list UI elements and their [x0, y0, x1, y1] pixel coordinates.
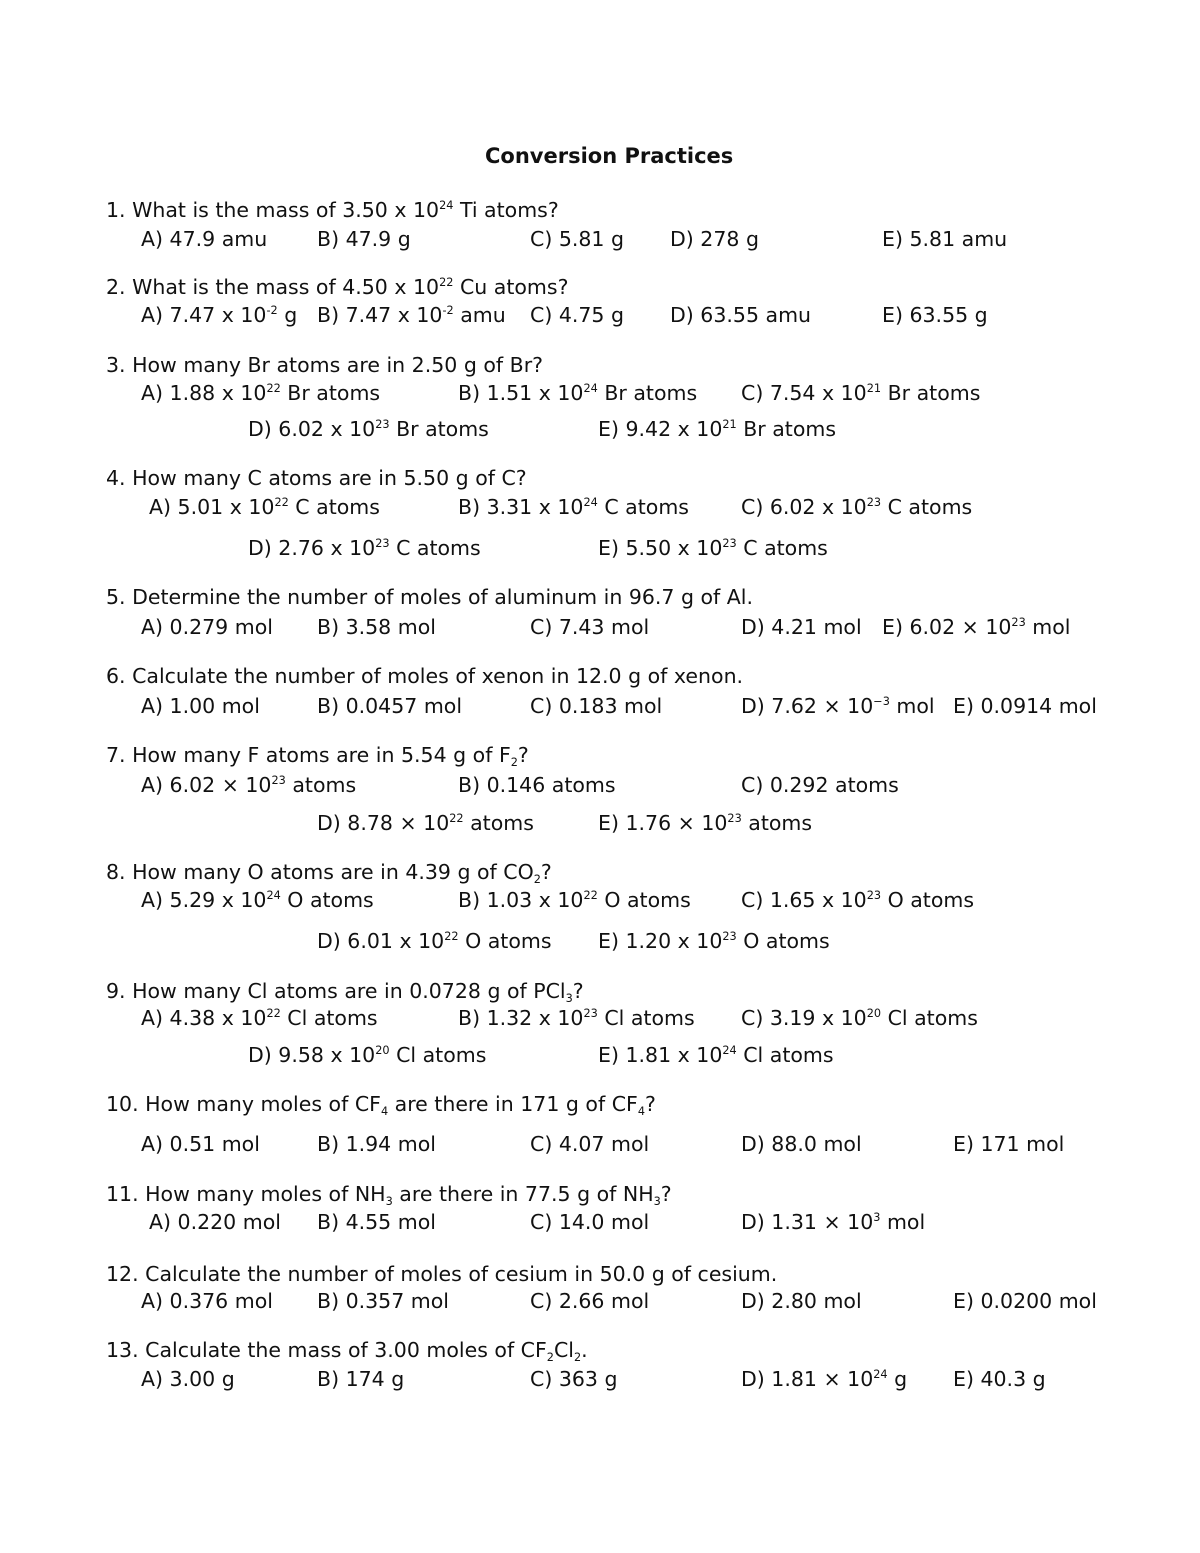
question-10-option-b: B) 1.94 mol: [317, 1132, 436, 1156]
question-9-option-b: B) 1.32 x $10^{23}$ Cl atoms: [458, 1006, 695, 1030]
option-superscript: −3: [873, 695, 890, 709]
question-9-option-e: E) 1.81 x $10^{24}$ Cl atoms: [598, 1043, 834, 1067]
question-12-option-c: C) 2.66 mol: [530, 1289, 650, 1313]
question-2-option-a: A) 7.47 x $10^{-2}$ g: [141, 303, 298, 327]
question-8-option-b: B) 1.03 x $10^{22}$ O atoms: [458, 888, 691, 912]
question-6-option-b: B) 0.0457 mol: [317, 694, 463, 718]
question-8-option-e: E) 1.20 x $10^{23}$ O atoms: [598, 929, 830, 953]
question-12: 12. Calculate the number of moles of cesium in 50.0 g of cesium.: [106, 1262, 778, 1286]
question-13-option-c: C) 363 g: [530, 1367, 618, 1391]
question-4-option-e: E) 5.50 x $10^{23}$ C atoms: [598, 536, 828, 560]
question-10-subscript: 4: [380, 1104, 389, 1118]
question-3-option-a: A) 1.88 x $10^{22}$ Br atoms: [141, 381, 381, 405]
page-title: Conversion Practices: [485, 144, 734, 168]
question-10-option-c: C) 4.07 mol: [530, 1132, 650, 1156]
question-11-option-b: B) 4.55 mol: [317, 1210, 436, 1234]
question-10-option-e: E) 171 mol: [953, 1132, 1065, 1156]
question-2-option-e: E) 63.55 g: [882, 303, 988, 327]
option-superscript: 23: [727, 812, 742, 826]
question-13: 13. Calculate the mass of 3.00 moles of $CF_2Cl_2$.: [106, 1338, 588, 1364]
question-1-option-d: D) 278 g: [670, 227, 759, 251]
question-6-option-e: E) 0.0914 mol: [953, 694, 1097, 718]
question-4-option-c: C) 6.02 x $10^{23}$ C atoms: [741, 495, 973, 519]
question-5-option-d: D) 4.21 mol: [741, 615, 862, 639]
question-2-option-d: D) 63.55 amu: [670, 303, 812, 327]
question-5-option-e: E) $6.02 \times 10^{23}$ mol: [882, 615, 1071, 639]
question-10-option-a: A) 0.51 mol: [141, 1132, 260, 1156]
question-7-subscript: 2: [510, 755, 518, 769]
option-superscript: 22: [266, 382, 281, 396]
option-superscript: 22: [266, 1007, 281, 1021]
question-4: 4. How many C atoms are in 5.50 g of C?: [106, 466, 527, 490]
question-9-option-c: C) 3.19 x $10^{20}$ Cl atoms: [741, 1006, 978, 1030]
question-13-option-d: D) $1.81 \times 10^{24}$ g: [741, 1367, 908, 1391]
question-11-option-a: A) 0.220 mol: [149, 1210, 281, 1234]
question-12-option-d: D) 2.80 mol: [741, 1289, 862, 1313]
option-superscript: 23: [866, 889, 882, 903]
question-1-option-a: A) 47.9 amu: [141, 227, 268, 251]
option-superscript: 22: [274, 496, 289, 510]
question-13-option-e: E) 40.3 g: [953, 1367, 1046, 1391]
question-1-option-e: E) 5.81 amu: [882, 227, 1008, 251]
question-2-option-c: C) 4.75 g: [530, 303, 625, 327]
question-12-option-e: E) 0.0200 mol: [953, 1289, 1097, 1313]
question-11: 11. How many moles of $NH_3$ are there in 77.5 g of $NH_3$?: [106, 1182, 672, 1208]
option-superscript: 22: [444, 930, 459, 944]
question-13-subscript: 2: [546, 1350, 554, 1364]
option-superscript: 3: [873, 1211, 881, 1225]
question-13-option-a: A) 3.00 g: [141, 1367, 235, 1391]
option-superscript: -2: [266, 304, 278, 318]
question-3-option-d: D) 6.02 x $10^{23}$ Br atoms: [248, 417, 489, 441]
option-superscript: 23: [375, 537, 390, 551]
question-12-option-b: B) 0.357 mol: [317, 1289, 449, 1313]
question-9-option-a: A) 4.38 x $10^{22}$ Cl atoms: [141, 1006, 378, 1030]
option-superscript: 21: [722, 418, 737, 432]
option-superscript: 24: [266, 889, 281, 903]
question-1-option-c: C) 5.81 g: [530, 227, 625, 251]
option-superscript: 22: [449, 812, 464, 826]
option-superscript: 24: [583, 382, 598, 396]
option-superscript: 24: [583, 496, 598, 510]
question-6-option-d: D) $7.62 \times 10^{-3}$ mol: [741, 694, 935, 718]
option-superscript: 24: [722, 1044, 737, 1058]
question-7-option-c: C) 0.292 atoms: [741, 773, 899, 797]
question-8-subscript: 2: [533, 872, 541, 886]
option-superscript: 21: [866, 382, 882, 396]
question-11-option-c: C) 14.0 mol: [530, 1210, 650, 1234]
question-9-option-d: D) 9.58 x $10^{20}$ Cl atoms: [248, 1043, 487, 1067]
option-superscript: 24: [873, 1368, 888, 1382]
question-11-subscript: 3: [385, 1194, 393, 1208]
question-8-option-c: C) 1.65 x $10^{23}$ O atoms: [741, 888, 975, 912]
option-superscript: 22: [583, 889, 598, 903]
question-1: 1. What is the mass of 3.50 x $10^{24}$ Ti atoms?: [106, 198, 559, 222]
question-2: 2. What is the mass of 4.50 x $10^{22}$ Cu atoms?: [106, 275, 569, 299]
question-13-option-b: B) 174 g: [317, 1367, 405, 1391]
question-7: 7. How many F atoms are in 5.54 g of $F_2$?: [106, 743, 529, 769]
option-superscript: 23: [583, 1007, 598, 1021]
question-7-option-b: B) 0.146 atoms: [458, 773, 616, 797]
question-10-option-d: D) 88.0 mol: [741, 1132, 862, 1156]
question-3-option-e: E) 9.42 x $10^{21}$ Br atoms: [598, 417, 837, 441]
question-11-subscript: 3: [653, 1194, 661, 1208]
question-8-option-d: D) 6.01 x $10^{22}$ O atoms: [317, 929, 552, 953]
question-5-option-c: C) 7.43 mol: [530, 615, 650, 639]
question-4-option-a: A) 5.01 x $10^{22}$ C atoms: [149, 495, 380, 519]
option-superscript: 20: [866, 1007, 882, 1021]
question-9: 9. How many Cl atoms are in 0.0728 g of PCl$_3$?: [106, 979, 584, 1005]
option-superscript: 23: [271, 774, 286, 788]
question-3: 3. How many Br atoms are in 2.50 g of Br?: [106, 353, 544, 377]
option-superscript: 23: [1011, 616, 1026, 630]
question-2-option-b: B) 7.47 x $10^{-2}$ amu: [317, 303, 506, 327]
option-superscript: -2: [442, 304, 454, 318]
question-8: 8. How many O atoms are in 4.39 g of $CO_2$?: [106, 860, 552, 886]
option-superscript: 23: [866, 496, 882, 510]
question-2-superscript: 22: [439, 276, 454, 290]
question-9-subscript: 3: [565, 991, 573, 1005]
question-7-option-e: E) $1.76 \times 10^{23}$ atoms: [598, 811, 813, 835]
question-3-option-b: B) 1.51 x $10^{24}$ Br atoms: [458, 381, 698, 405]
question-12-option-a: A) 0.376 mol: [141, 1289, 273, 1313]
question-6-option-c: C) 0.183 mol: [530, 694, 663, 718]
option-superscript: 23: [722, 930, 737, 944]
option-superscript: 23: [722, 537, 737, 551]
question-13-subscript: 2: [573, 1350, 582, 1364]
option-superscript: 23: [375, 418, 390, 432]
question-5: 5. Determine the number of moles of aluminum in 96.7 g of Al.: [106, 585, 754, 609]
question-1-option-b: B) 47.9 g: [317, 227, 411, 251]
question-1-superscript: 24: [439, 199, 454, 213]
question-5-option-b: B) 3.58 mol: [317, 615, 436, 639]
question-10-subscript: 4: [637, 1104, 645, 1118]
question-10: 10. How many moles of $CF_4$ are there in 171 g of $CF_4$?: [106, 1092, 656, 1118]
question-11-option-d: D) $1.31 \times 10^3$ mol: [741, 1210, 926, 1234]
option-superscript: 20: [375, 1044, 390, 1058]
question-3-option-c: C) 7.54 x $10^{21}$ Br atoms: [741, 381, 981, 405]
question-6-option-a: A) 1.00 mol: [141, 694, 260, 718]
question-7-option-a: A) $6.02 \times 10^{23}$ atoms: [141, 773, 357, 797]
question-5-option-a: A) 0.279 mol: [141, 615, 273, 639]
question-7-option-d: D) $8.78 \times 10^{22}$ atoms: [317, 811, 534, 835]
question-6: 6. Calculate the number of moles of xenon in 12.0 g of xenon.: [106, 664, 744, 688]
question-4-option-b: B) 3.31 x $10^{24}$ C atoms: [458, 495, 689, 519]
question-8-option-a: A) 5.29 x $10^{24}$ O atoms: [141, 888, 374, 912]
question-4-option-d: D) 2.76 x $10^{23}$ C atoms: [248, 536, 481, 560]
